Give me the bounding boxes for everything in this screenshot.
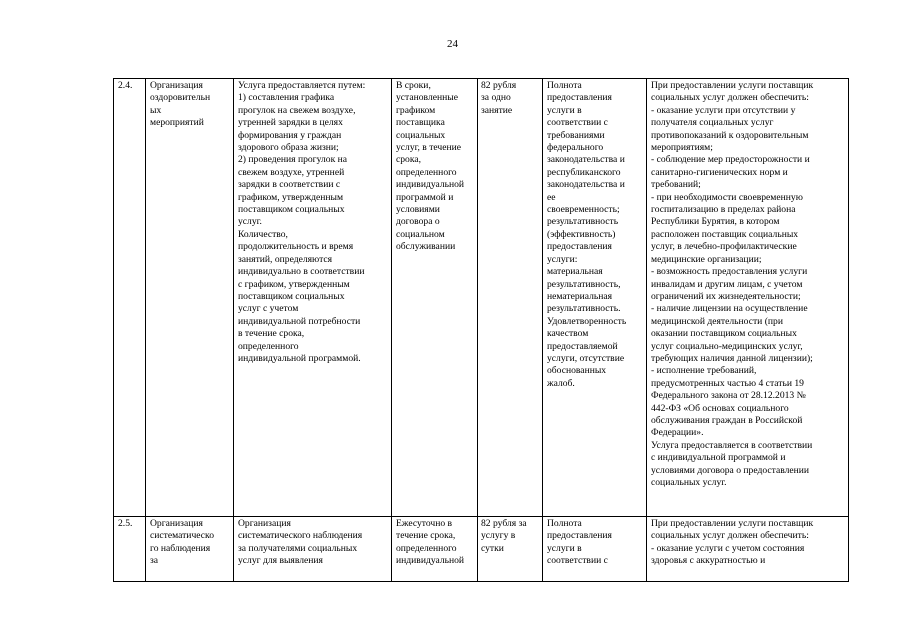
table-row bbox=[114, 517, 849, 582]
services-table bbox=[113, 78, 849, 582]
service-name-cell: Организация оздоровительн ых мероприятий bbox=[146, 79, 234, 517]
service-name-cell: Организация систематическо го наблюдения за bbox=[146, 517, 234, 582]
service-quality-cell: Полнота предоставления услуги в соответствии с требованиями федерального законодательства и республиканского законодательства и ее своевременность; результативность (эффективность) предоставления услуги: материальная результативность, нематериальная результативность. Удовлетворенность качеством предоставляемой услуги, отсутствие обоснованных жалоб. bbox=[543, 79, 647, 517]
service-term-cell: Ежесуточно в течение срока, определенного индивидуальной bbox=[392, 517, 478, 582]
service-price-cell: 82 рубля за одно занятие bbox=[478, 79, 543, 517]
service-price-cell: 82 рубля за услугу в сутки bbox=[478, 517, 543, 582]
service-conditions-cell: При предоставлении услуги поставщик социальных услуг должен обеспечить: - оказание услуги с учетом состояния здоровья с аккуратностью и bbox=[647, 517, 849, 582]
service-content-cell: Услуга предоставляется путем: 1) составления графика прогулок на свежем воздухе, утренней зарядки в целях формирования у граждан здорового образа жизни; 2) проведения прогулок на свежем воздухе, утренней зарядки в соответствии с графиком, утвержденным поставщиком социальных услуг. Количество, продолжительность и время занятий, определяются индивидуально в соответствии с графиком, утвержденным поставщиком социальных услуг с учетом индивидуальной потребности в течение срока, определенного индивидуальной программой. bbox=[234, 79, 392, 517]
service-conditions-cell: При предоставлении услуги поставщик социальных услуг должен обеспечить: - оказание услуги при отсутствии у получателя социальных услуг противопоказаний к оздоровительным мероприятиям; - соблюдение мер предосторожности и санитарно-гигиенических норм и требований; - при необходимости своевременную госпитализацию в пределах района Республики Бурятия, в котором расположен поставщик социальных услуг, в лечебно-профилактические медицинские организации; - возможность предоставления услуги инвалидам и другим лицам, с учетом ограничений их жизнедеятельности; - наличие лицензии на осуществление медицинской деятельности (при оказании поставщиком социальных услуг социально-медицинских услуг, требующих наличия данной лицензии); - исполнение требований, предусмотренных частью 4 статьи 19 Федерального закона от 28.12.2013 № 442-ФЗ «Об основах социального обслуживания граждан в Российской Федерации». Услуга предоставляется в соответствии с индивидуальной программой и условиями договора о предоставлении социальных услуг. bbox=[647, 79, 849, 517]
service-number-cell: 2.5. bbox=[114, 517, 146, 582]
service-number-cell: 2.4. bbox=[114, 79, 146, 517]
service-content-cell: Организация систематического наблюдения за получателями социальных услуг для выявления bbox=[234, 517, 392, 582]
service-quality-cell: Полнота предоставления услуги в соответствии с bbox=[543, 517, 647, 582]
page-number: 24 bbox=[447, 38, 458, 50]
service-term-cell: В сроки, установленные графиком поставщика социальных услуг, в течение срока, определенного индивидуальной программой и условиями договора о социальном обслуживании bbox=[392, 79, 478, 517]
table-row bbox=[114, 79, 849, 517]
